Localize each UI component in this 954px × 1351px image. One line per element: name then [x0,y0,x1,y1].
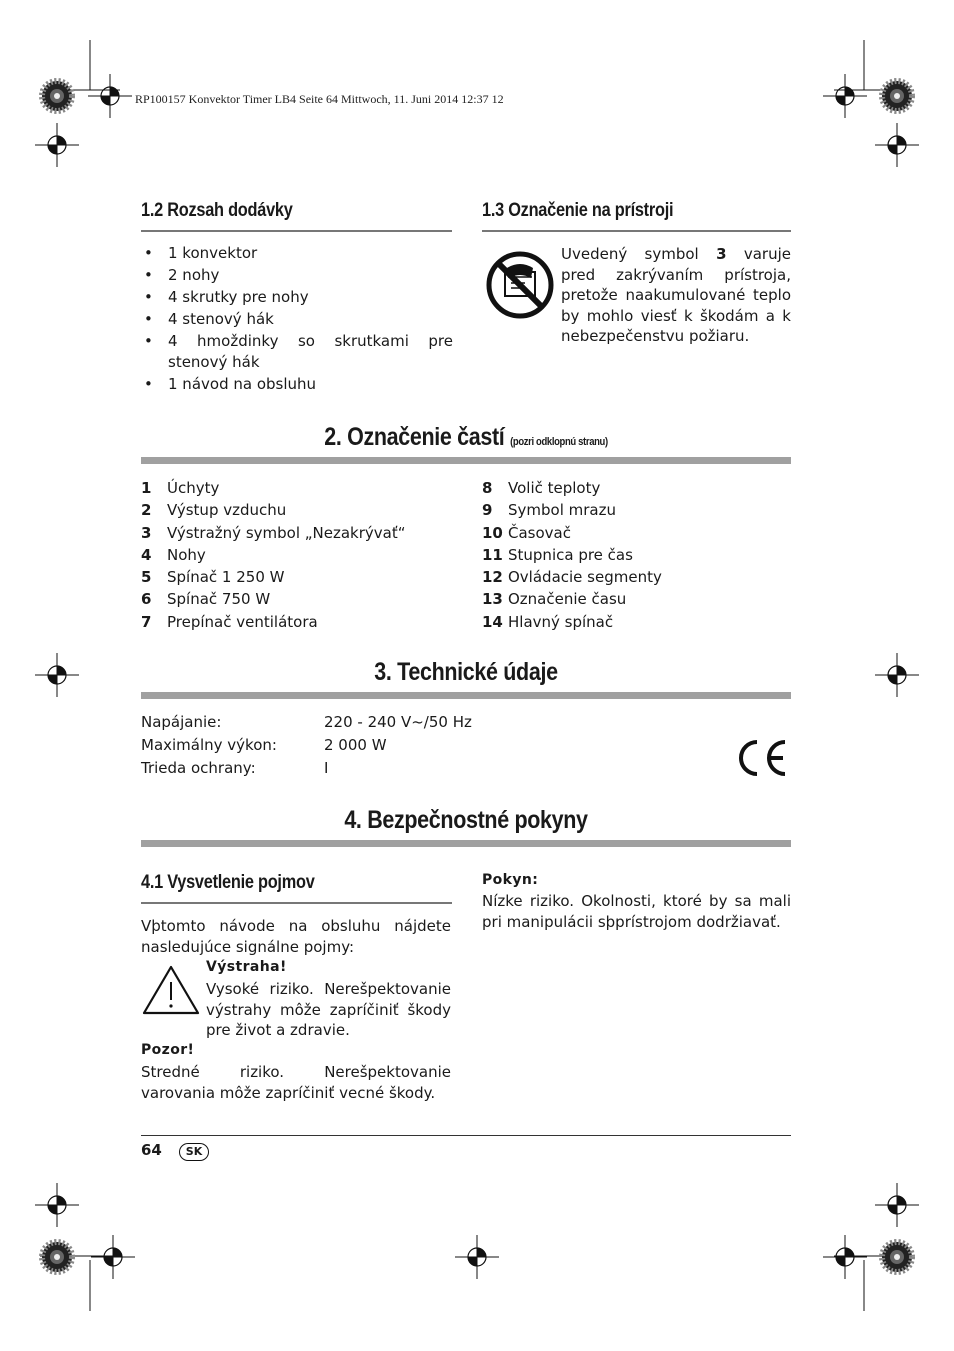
section-1-3-text-after: varuje pred zakrývaním prístroja, pretože naakumulované teplo by mohlo viesť k škodám a k nebezpečenstvu požiaru. [561,245,791,345]
section-2-title-wrap [187,423,746,452]
section-2-subtitle: (pozri odklopnú stranu) [510,436,608,448]
warning-label: Výstraha! [206,959,287,975]
part-number: 10 [482,523,503,542]
delivery-item: • 4 stenový hák [141,309,453,330]
spec-value: 2 000 W [324,736,387,754]
spec-value: I [324,759,329,777]
section-1-3-symbol-number: 3 [716,245,727,263]
part-label: Volič teploty [508,479,601,497]
part-label: Ovládacie segmenty [508,568,662,587]
part-row [141,566,406,588]
part-number: 4 [141,545,152,564]
part-label: Spínač 1 250 W [167,568,285,587]
part-label: Symbol mrazu [508,501,616,520]
part-label: Výstražný symbol „Nezakrývať“ [167,523,406,542]
section-1-3-rule [482,230,791,232]
warning-text: Vysoké riziko. Nerešpektovanie výstrahy môže zapríčiniť škody pre život a zdravie. [206,980,451,1039]
section-3-bar [141,692,791,699]
part-row [482,522,662,544]
section-3-title: 3. Technické údaje [374,658,558,686]
part-label: Prepínač ventilátora [167,612,318,631]
note-label: Pokyn: [482,872,539,888]
spec-table [141,711,472,780]
section-4-title: 4. Bezpečnostné pokyny [344,806,588,834]
ce-mark [735,736,789,780]
part-number: 3 [141,523,152,542]
part-number: 11 [482,545,503,564]
part-number: 1 [141,479,152,497]
spec-key: Trieda ochrany: [141,759,256,777]
delivery-item: • 1 návod na obsluhu [141,374,453,395]
part-number: 7 [141,612,152,631]
part-number: 14 [482,612,503,631]
spec-key: Maximálny výkon: [141,736,277,754]
spec-row [141,757,472,780]
parts-list-right [482,477,662,633]
part-number: 9 [482,501,493,520]
part-number: 2 [141,501,152,520]
part-number: 6 [141,590,152,609]
section-2-title: 2. Označenie častí [324,423,505,451]
do-not-cover-icon [485,250,555,320]
part-row [482,499,662,521]
section-4-1-intro: Vþtomto návode na obsluhu nájdete nasledujúce signálne pojmy: [141,917,451,956]
part-row [482,544,662,566]
part-number: 8 [482,479,493,497]
section-4-1-title: 4.1 Vysvetlenie pojmov [141,872,315,893]
part-label: Označenie času [508,590,627,609]
spec-key: Napájanie: [141,713,222,731]
delivery-item: • 1 konvektor [141,243,453,264]
section-1-3-text-before: Uvedený symbol [561,245,717,263]
part-label: Nohy [167,545,206,564]
delivery-list [141,243,453,396]
section-1-3-title: 1.3 Označenie na prístroji [482,200,674,221]
part-number: 5 [141,568,152,587]
print-header: RP100157 Konvektor Timer LB4 Seite 64 Mittwoch, 11. Juni 2014 12:37 12 [135,92,504,106]
caution-text: Stredné riziko. Nerešpektovanie varovania môže zapríčiniť vecné škody. [141,1063,451,1102]
part-label: Výstup vzduchu [167,501,287,520]
part-label: Stupnica pre čas [508,545,633,564]
spec-row [141,711,472,734]
delivery-item: • 2 nohy [141,265,453,286]
section-4-1-rule [141,902,452,904]
part-number: 13 [482,590,503,609]
part-label: Časovač [508,523,571,542]
part-row [141,588,406,610]
warning-triangle-icon [141,964,201,1016]
section-1-2-rule [141,230,452,232]
spec-value: 220 - 240 V~/50 Hz [324,713,472,731]
footer-rule [141,1135,791,1136]
section-1-2-title: 1.2 Rozsah dodávky [141,200,293,221]
delivery-item: • 4 skrutky pre nohy [141,287,453,308]
language-badge [179,1143,209,1161]
part-number: 12 [482,568,503,587]
part-label: Úchyty [167,479,220,497]
section-4-bar [141,840,791,847]
part-row [141,544,406,566]
part-row [482,611,662,633]
caution-label: Pozor! [141,1042,195,1058]
section-2-bar [141,457,791,464]
part-row [141,522,406,544]
part-label: Spínač 750 W [167,590,271,609]
part-row [482,566,662,588]
section-1-3-text [561,244,791,347]
part-row [482,588,662,610]
page-number: 64 [141,1141,162,1159]
language-code: SK [185,1145,203,1158]
part-row [482,477,662,499]
note-text: Nízke riziko. Okolnosti, ktoré by sa mali pri manipulácii sþprístrojom dodržiavať. [482,892,791,931]
part-row [141,477,406,499]
part-label: Hlavný spínač [508,612,614,631]
spec-row [141,734,472,757]
part-row [141,499,406,521]
part-row [141,611,406,633]
parts-list-left [141,477,406,633]
delivery-item: • 4 hmoždinky so skrutkami pre stenový hák [141,331,453,373]
